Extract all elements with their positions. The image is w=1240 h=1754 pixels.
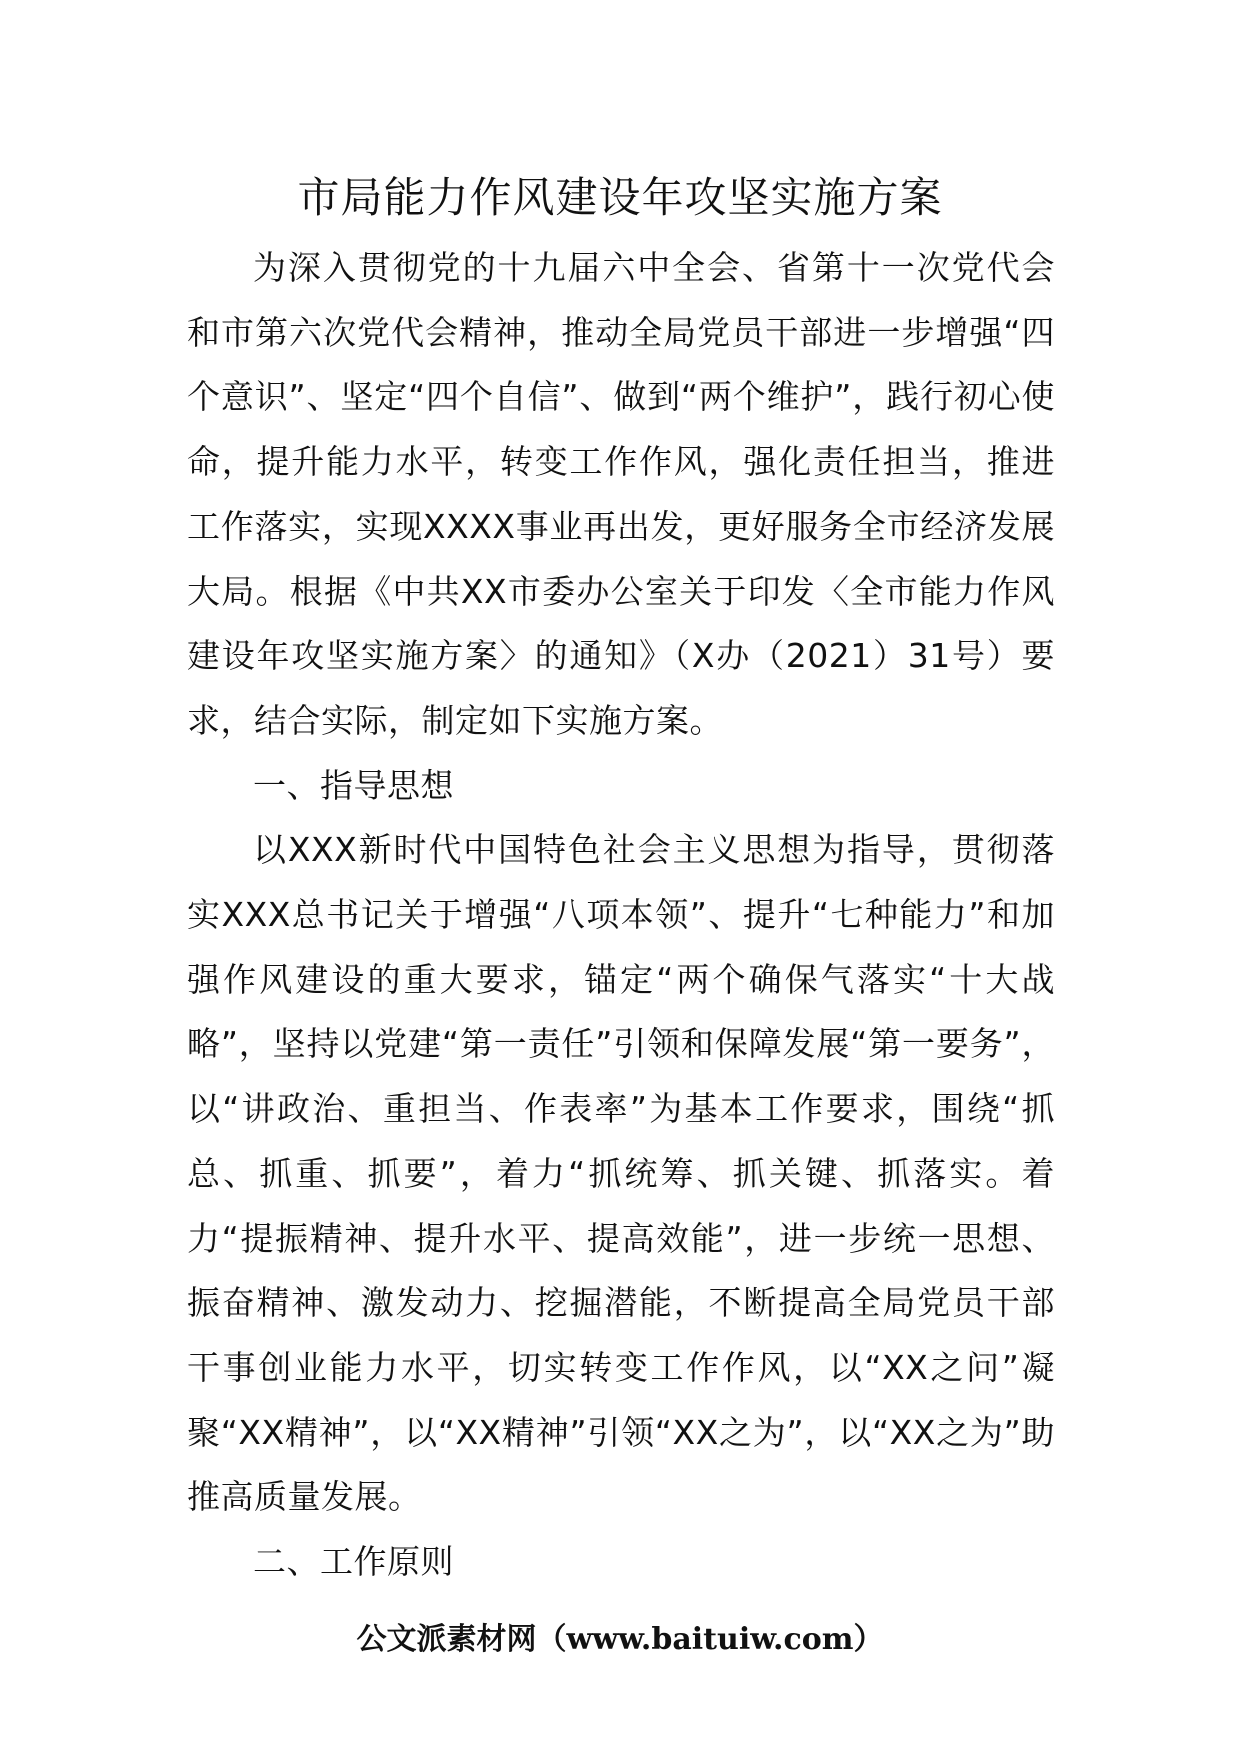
intro-paragraph: 为深入贯彻党的十九届六中全会、省第十一次党代会和市第六次党代会精神，推动全局党员干部进一步增强“四个意识”、坚定“四个自信”、做到“两个维护”，践行初心使命，提升能力水平，转变工作作风，强化责任担当，推进工作落实，实现XXXX事业再出发，更好服务全市经济发展大局。根据《中共XX市委办公室关于印发〈全市能力作风建设年攻坚实施方案〉的通知》（X办（2021）31号）要求，结合实际，制定如下实施方案。 — [187, 248, 1055, 740]
section-heading-work-principles: 二、工作原则 — [253, 1542, 454, 1582]
document-body — [187, 236, 1055, 1595]
section-heading-guiding-ideology: 一、指导思想 — [253, 765, 454, 805]
guiding-ideology-paragraph: 以XXX新时代中国特色社会主义思想为指导，贯彻落实XXX总书记关于增强“八项本领”、提升“七种能力”和加强作风建设的重大要求，锚定“两个确保气落实“十大战略”，坚持以党建“第一责任”引领和保障发展“第一要务”，以“讲政治、重担当、作表率”为基本工作要求，围绕“抓总、抓重、抓要”，着力“抓统筹、抓关键、抓落实。着力“提振精神、提升水平、提高效能”，进一步统一思想、振奋精神、激发动力、挖掘潜能，不断提高全局党员干部干事创业能力水平，切实转变工作作风，以“XX之问”凝聚“XX精神”，以“XX精神”引领“XX之为”，以“XX之为”助推高质量发展。 — [187, 830, 1055, 1517]
footer-watermark-text: 公文派素材网（www.baituiw.com） — [356, 1622, 884, 1657]
document-title: 市局能力作风建设年攻坚实施方案 — [297, 173, 943, 222]
